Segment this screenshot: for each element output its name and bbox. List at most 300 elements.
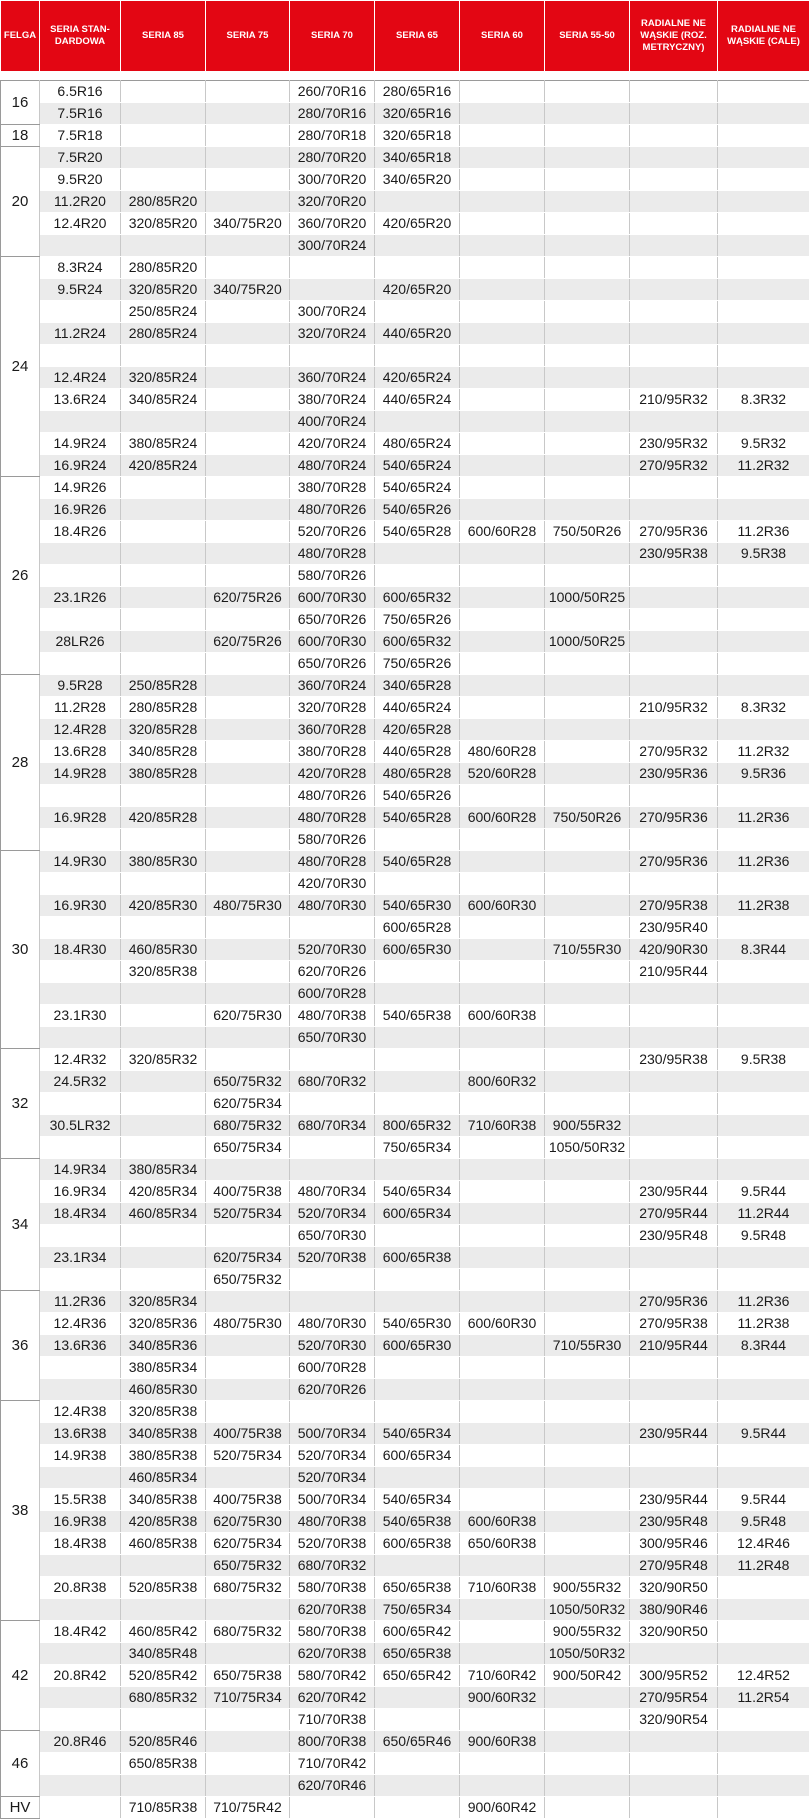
tire-size-cell: 380/70R24 <box>290 389 375 411</box>
tire-size-cell: 580/70R26 <box>290 565 375 587</box>
tire-size-cell <box>121 81 206 103</box>
tire-size-cell: 15.5R38 <box>40 1489 121 1511</box>
tire-size-cell <box>40 653 121 675</box>
tire-size-cell <box>375 1709 460 1731</box>
tire-size-cell <box>206 917 290 939</box>
tire-size-cell <box>718 829 809 851</box>
table-row <box>1 1709 809 1731</box>
tire-size-cell: 11.2R54 <box>718 1687 809 1709</box>
tire-size-cell: 11.2R36 <box>718 521 809 543</box>
tire-size-cell: 1000/50R25 <box>545 587 630 609</box>
tire-size-cell <box>290 1159 375 1181</box>
tire-size-cell <box>545 81 630 103</box>
tire-size-cell <box>121 477 206 499</box>
tire-size-cell: 320/85R34 <box>121 1291 206 1313</box>
table-row <box>1 1401 809 1423</box>
tire-size-cell: 480/70R28 <box>290 807 375 829</box>
tire-size-cell: 11.2R24 <box>40 323 121 345</box>
tire-size-cell: 270/95R48 <box>630 1555 718 1577</box>
tire-size-cell <box>206 301 290 323</box>
tire-size-cell: 620/70R38 <box>290 1599 375 1621</box>
tire-size-cell: 480/75R30 <box>206 1313 290 1335</box>
tire-size-cell <box>630 191 718 213</box>
tire-size-cell <box>40 411 121 433</box>
tire-size-cell: 460/85R42 <box>121 1621 206 1643</box>
tire-size-cell: 540/65R28 <box>375 521 460 543</box>
tire-size-cell <box>121 235 206 257</box>
tire-size-cell <box>375 1357 460 1379</box>
tire-size-cell <box>460 1445 545 1467</box>
tire-size-cell <box>718 1401 809 1423</box>
tire-size-cell: 540/65R34 <box>375 1489 460 1511</box>
tire-size-cell <box>206 499 290 521</box>
tire-size-cell <box>718 169 809 191</box>
table-row <box>1 1753 809 1775</box>
tire-size-cell <box>121 1093 206 1115</box>
tire-size-cell: 320/90R50 <box>630 1577 718 1599</box>
tire-size-cell <box>206 829 290 851</box>
tire-size-cell <box>718 917 809 939</box>
tire-size-cell: 520/70R26 <box>290 521 375 543</box>
tire-size-cell: 650/85R38 <box>121 1753 206 1775</box>
table-row <box>1 1049 809 1071</box>
tire-size-cell <box>460 1555 545 1577</box>
tire-size-cell <box>460 1599 545 1621</box>
tire-size-cell: 280/85R20 <box>121 191 206 213</box>
tire-size-cell <box>375 565 460 587</box>
tire-size-cell <box>121 873 206 895</box>
table-row <box>1 543 809 565</box>
table-row <box>1 213 809 235</box>
tire-size-cell: 800/65R32 <box>375 1115 460 1137</box>
tire-size-cell <box>718 1137 809 1159</box>
tire-size-cell: 480/70R26 <box>290 499 375 521</box>
rim-size-cell: 42 <box>1 1621 40 1731</box>
tire-size-cell: 540/65R30 <box>375 1313 460 1335</box>
tire-size-cell <box>630 587 718 609</box>
tire-size-cell <box>718 719 809 741</box>
tire-size-cell: 540/65R24 <box>375 477 460 499</box>
tire-size-cell: 600/70R30 <box>290 587 375 609</box>
tire-size-cell <box>375 1753 460 1775</box>
tire-size-cell <box>630 1357 718 1379</box>
tire-size-cell <box>375 1225 460 1247</box>
tire-size-cell <box>545 1093 630 1115</box>
tire-size-cell <box>718 81 809 103</box>
tire-size-cell: 230/95R44 <box>630 1181 718 1203</box>
rim-size-cell: 46 <box>1 1731 40 1797</box>
tire-size-cell <box>718 1753 809 1775</box>
table-row <box>1 917 809 939</box>
tire-size-cell <box>545 1049 630 1071</box>
tire-size-cell <box>630 675 718 697</box>
tire-size-cell <box>545 1379 630 1401</box>
tire-size-cell <box>40 1225 121 1247</box>
tire-size-cell <box>206 719 290 741</box>
table-row <box>1 147 809 169</box>
tire-size-cell <box>460 1159 545 1181</box>
tire-size-cell: 11.2R32 <box>718 455 809 477</box>
tire-size-cell: 540/65R28 <box>375 807 460 829</box>
tire-size-cell <box>630 1445 718 1467</box>
tire-size-cell: 600/70R28 <box>290 983 375 1005</box>
tire-size-cell: 9.5R48 <box>718 1511 809 1533</box>
tire-size-cell: 11.2R48 <box>718 1555 809 1577</box>
tire-size-cell <box>206 1027 290 1049</box>
tire-size-cell <box>206 323 290 345</box>
tire-size-cell <box>630 873 718 895</box>
tire-size-cell: 380/85R30 <box>121 851 206 873</box>
tire-size-cell <box>206 1401 290 1423</box>
tire-size-cell: 18.4R30 <box>40 939 121 961</box>
tire-size-cell <box>545 785 630 807</box>
tire-size-cell: 600/65R30 <box>375 939 460 961</box>
tire-size-cell <box>545 367 630 389</box>
tire-size-cell: 9.5R38 <box>718 543 809 565</box>
tire-size-cell <box>121 1115 206 1137</box>
tire-size-cell: 380/70R28 <box>290 477 375 499</box>
table-row <box>1 1423 809 1445</box>
tire-size-cell: 8.3R44 <box>718 1335 809 1357</box>
rim-size-cell: 20 <box>1 147 40 257</box>
tire-size-cell: 230/95R48 <box>630 1511 718 1533</box>
table-row <box>1 433 809 455</box>
tire-size-cell <box>718 147 809 169</box>
tire-size-cell <box>630 411 718 433</box>
tire-size-cell <box>630 169 718 191</box>
tire-size-cell <box>121 1599 206 1621</box>
tire-size-cell: 8.3R24 <box>40 257 121 279</box>
tire-size-cell <box>718 1071 809 1093</box>
tire-size-cell <box>545 719 630 741</box>
tire-size-cell <box>121 609 206 631</box>
tire-size-cell <box>460 565 545 587</box>
tire-size-cell <box>40 1093 121 1115</box>
tire-size-cell <box>545 279 630 301</box>
table-row <box>1 939 809 961</box>
tire-size-cell: 680/75R32 <box>206 1621 290 1643</box>
tire-size-cell: 380/85R34 <box>121 1357 206 1379</box>
tire-size-cell: 270/95R54 <box>630 1687 718 1709</box>
tire-size-cell: 480/75R30 <box>206 895 290 917</box>
tire-size-cell: 340/85R28 <box>121 741 206 763</box>
table-row <box>1 675 809 697</box>
tire-size-cell: 480/70R38 <box>290 1511 375 1533</box>
tire-size-cell: 520/85R46 <box>121 1731 206 1753</box>
tire-size-cell: 340/75R20 <box>206 213 290 235</box>
tire-size-cell: 620/75R26 <box>206 587 290 609</box>
tire-size-cell: 620/70R26 <box>290 961 375 983</box>
header-row <box>1 1 809 72</box>
tire-size-cell <box>206 1775 290 1797</box>
table-row <box>1 81 809 103</box>
tire-size-cell: 480/70R26 <box>290 785 375 807</box>
tire-size-cell <box>630 719 718 741</box>
tire-size-cell <box>460 1379 545 1401</box>
tire-size-cell <box>718 1159 809 1181</box>
tire-size-cell <box>460 1181 545 1203</box>
tire-size-cell: 900/55R32 <box>545 1621 630 1643</box>
tire-size-cell <box>718 1731 809 1753</box>
tire-size-cell <box>460 653 545 675</box>
tire-size-cell <box>460 983 545 1005</box>
table-row <box>1 763 809 785</box>
tire-size-cell <box>375 1027 460 1049</box>
tire-size-cell <box>630 631 718 653</box>
table-row <box>1 1247 809 1269</box>
tire-size-cell: 600/65R30 <box>375 1335 460 1357</box>
tire-size-cell <box>718 103 809 125</box>
tire-size-cell: 320/90R54 <box>630 1709 718 1731</box>
tire-size-cell: 14.9R38 <box>40 1445 121 1467</box>
tire-size-cell <box>630 565 718 587</box>
tire-size-cell <box>121 169 206 191</box>
tire-size-cell <box>718 565 809 587</box>
tire-size-cell <box>40 1709 121 1731</box>
table-row <box>1 1313 809 1335</box>
tire-size-cell: 300/95R46 <box>630 1533 718 1555</box>
tire-size-cell: 600/65R42 <box>375 1621 460 1643</box>
tire-size-cell <box>630 1027 718 1049</box>
tire-size-cell <box>121 631 206 653</box>
tire-size-cell <box>460 1049 545 1071</box>
table-row <box>1 1071 809 1093</box>
tire-size-cell <box>545 543 630 565</box>
tire-size-cell <box>545 345 630 367</box>
tire-size-cell: 7.5R18 <box>40 125 121 147</box>
table-row <box>1 565 809 587</box>
tire-size-cell <box>40 829 121 851</box>
tire-size-cell <box>375 1467 460 1489</box>
tire-size-cell <box>545 455 630 477</box>
tire-size-cell <box>718 1357 809 1379</box>
tire-size-cell: 270/95R32 <box>630 455 718 477</box>
tire-size-cell: 710/70R42 <box>290 1753 375 1775</box>
tire-size-cell <box>460 433 545 455</box>
tire-size-cell: 12.4R38 <box>40 1401 121 1423</box>
tire-size-cell <box>545 499 630 521</box>
tire-size-cell: 480/70R30 <box>290 895 375 917</box>
tire-size-cell: 280/65R16 <box>375 81 460 103</box>
tire-size-cell <box>630 301 718 323</box>
tire-size-cell <box>375 1379 460 1401</box>
table-row <box>1 1137 809 1159</box>
tire-size-cell <box>375 1291 460 1313</box>
tire-size-cell <box>206 477 290 499</box>
tire-size-cell <box>718 125 809 147</box>
table-row <box>1 169 809 191</box>
tire-size-cell <box>290 279 375 301</box>
tire-size-cell: 9.5R24 <box>40 279 121 301</box>
table-row <box>1 873 809 895</box>
tire-size-cell <box>206 1643 290 1665</box>
tire-size-cell <box>206 169 290 191</box>
tire-size-cell <box>290 917 375 939</box>
tire-size-cell: 600/60R38 <box>460 1005 545 1027</box>
tire-size-cell <box>460 147 545 169</box>
tire-size-cell: 600/65R38 <box>375 1247 460 1269</box>
tire-size-cell <box>375 1555 460 1577</box>
tire-size-cell: 16.9R30 <box>40 895 121 917</box>
tire-size-cell: 650/75R34 <box>206 1137 290 1159</box>
tire-size-cell <box>206 455 290 477</box>
tire-size-cell: 420/85R24 <box>121 455 206 477</box>
tire-size-cell <box>40 565 121 587</box>
tire-size-cell <box>290 1291 375 1313</box>
tire-size-cell: 620/75R30 <box>206 1511 290 1533</box>
tire-size-cell <box>718 1247 809 1269</box>
tire-size-cell: 520/70R34 <box>290 1203 375 1225</box>
tire-size-cell <box>545 1445 630 1467</box>
tire-size-cell <box>290 345 375 367</box>
tire-size-cell <box>460 235 545 257</box>
tire-size-cell <box>630 499 718 521</box>
tire-size-cell: 11.2R36 <box>40 1291 121 1313</box>
tire-size-cell: 900/60R32 <box>460 1687 545 1709</box>
tire-size-cell: 1050/50R32 <box>545 1137 630 1159</box>
tire-size-cell <box>545 1401 630 1423</box>
tire-size-cell: 680/75R32 <box>206 1577 290 1599</box>
tire-size-cell: 620/70R38 <box>290 1643 375 1665</box>
tire-size-cell: 360/70R24 <box>290 675 375 697</box>
tire-size-cell: 11.2R36 <box>718 851 809 873</box>
tire-size-cell: 7.5R20 <box>40 147 121 169</box>
tire-size-cell <box>630 345 718 367</box>
table-row <box>1 609 809 631</box>
tire-size-cell: 20.8R42 <box>40 1665 121 1687</box>
tire-size-cell: 710/85R38 <box>121 1797 206 1819</box>
tire-size-cell <box>206 697 290 719</box>
tire-size-cell <box>40 917 121 939</box>
tire-size-cell <box>718 499 809 521</box>
table-row <box>1 301 809 323</box>
tire-size-cell: 380/85R24 <box>121 433 206 455</box>
tire-size-cell: 620/75R34 <box>206 1247 290 1269</box>
tire-size-cell: 580/70R38 <box>290 1577 375 1599</box>
tire-size-cell: 620/70R46 <box>290 1775 375 1797</box>
tire-size-cell <box>206 1599 290 1621</box>
tire-size-cell: 300/70R24 <box>290 235 375 257</box>
tire-size-cell: 300/95R52 <box>630 1665 718 1687</box>
table-row <box>1 345 809 367</box>
tire-size-cell: 420/65R20 <box>375 279 460 301</box>
tire-size-cell: 340/85R38 <box>121 1489 206 1511</box>
tire-size-cell <box>375 983 460 1005</box>
tire-size-cell <box>460 279 545 301</box>
tire-size-cell: 580/70R42 <box>290 1665 375 1687</box>
tire-size-cell: 14.9R34 <box>40 1159 121 1181</box>
table-row <box>1 1511 809 1533</box>
tire-size-cell <box>375 411 460 433</box>
tire-size-cell: 28LR26 <box>40 631 121 653</box>
table-row <box>1 323 809 345</box>
tire-size-cell <box>630 1093 718 1115</box>
table-row <box>1 1687 809 1709</box>
tire-size-cell: 13.6R28 <box>40 741 121 763</box>
tire-size-cell <box>206 411 290 433</box>
tire-size-cell: 340/85R24 <box>121 389 206 411</box>
tire-size-cell: 230/95R32 <box>630 433 718 455</box>
tire-size-cell <box>718 631 809 653</box>
table-row <box>1 1357 809 1379</box>
table-row <box>1 829 809 851</box>
tire-size-cell <box>460 1401 545 1423</box>
tire-size-cell <box>460 1247 545 1269</box>
tire-size-cell <box>545 1247 630 1269</box>
tire-size-cell: 650/65R38 <box>375 1643 460 1665</box>
table-row <box>1 1093 809 1115</box>
tire-size-cell <box>121 543 206 565</box>
tire-size-cell: 420/90R30 <box>630 939 718 961</box>
table-row <box>1 1775 809 1797</box>
table-row <box>1 653 809 675</box>
tire-size-cell: 230/95R40 <box>630 917 718 939</box>
tire-size-cell <box>206 147 290 169</box>
tire-size-cell <box>460 1203 545 1225</box>
tire-size-cell: 230/95R36 <box>630 763 718 785</box>
tire-size-cell: 320/85R32 <box>121 1049 206 1071</box>
tire-size-cell: 12.4R28 <box>40 719 121 741</box>
tire-size-cell: 250/85R24 <box>121 301 206 323</box>
tire-size-cell <box>460 917 545 939</box>
tire-size-cell <box>545 1511 630 1533</box>
tire-size-cell <box>206 257 290 279</box>
tire-size-cell <box>545 125 630 147</box>
tire-size-cell: 480/65R28 <box>375 763 460 785</box>
tire-size-cell: 11.2R36 <box>718 1291 809 1313</box>
tire-size-cell <box>718 1379 809 1401</box>
tire-size-cell: 18.4R42 <box>40 1621 121 1643</box>
tire-size-cell: 600/65R38 <box>375 1533 460 1555</box>
tire-size-cell <box>206 81 290 103</box>
tire-size-cell <box>121 1005 206 1027</box>
tire-size-cell <box>40 1687 121 1709</box>
tire-size-cell <box>718 873 809 895</box>
rim-size-cell: 28 <box>1 675 40 851</box>
tire-size-cell <box>121 1555 206 1577</box>
tire-size-cell <box>121 345 206 367</box>
tire-size-cell <box>630 147 718 169</box>
tire-size-cell: 460/85R38 <box>121 1533 206 1555</box>
tire-size-cell <box>545 961 630 983</box>
table-row <box>1 455 809 477</box>
tire-size-cell <box>545 1291 630 1313</box>
tire-size-cell <box>206 103 290 125</box>
table-row <box>1 587 809 609</box>
tire-size-cell <box>40 1379 121 1401</box>
tire-size-cell <box>630 1159 718 1181</box>
tire-size-cell: 520/75R34 <box>206 1445 290 1467</box>
table-row <box>1 1115 809 1137</box>
tire-size-cell <box>206 851 290 873</box>
tire-size-cell <box>630 1753 718 1775</box>
tire-size-cell: 420/85R38 <box>121 1511 206 1533</box>
tire-size-cell: 270/95R38 <box>630 1313 718 1335</box>
tire-size-cell: 500/70R34 <box>290 1489 375 1511</box>
table-row <box>1 367 809 389</box>
tire-size-cell <box>545 1775 630 1797</box>
tire-size-cell <box>206 1753 290 1775</box>
tire-size-cell <box>121 653 206 675</box>
tire-size-cell: 360/70R20 <box>290 213 375 235</box>
tire-size-cell <box>460 961 545 983</box>
tire-size-cell: 340/85R38 <box>121 1423 206 1445</box>
tire-size-cell: 420/65R24 <box>375 367 460 389</box>
tire-size-cell: 620/75R34 <box>206 1533 290 1555</box>
tire-size-cell <box>40 1599 121 1621</box>
tire-size-cell <box>40 1753 121 1775</box>
tire-size-cell: 210/95R32 <box>630 389 718 411</box>
